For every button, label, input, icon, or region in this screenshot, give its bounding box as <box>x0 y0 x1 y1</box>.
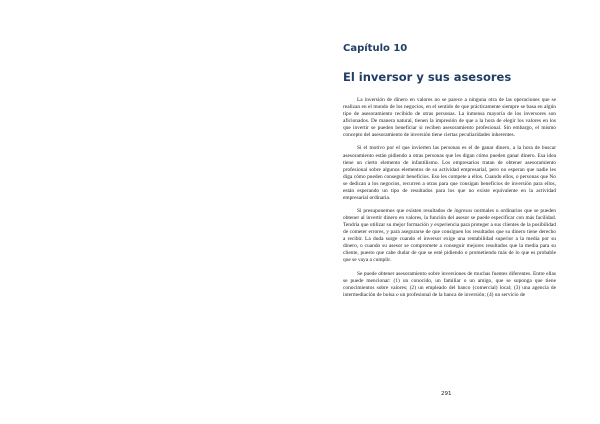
paragraph <box>343 271 556 299</box>
emphasis-text: ingresos <box>454 208 473 215</box>
chapter-label: Capítulo 10 <box>343 43 408 54</box>
paragraph-text: La inversión de dinero en valores no se parece a ninguna otra de las operaciones que se realizan en el mundo de los negocios, en el sentido de que prácticamente siempre se basa en algún tipo de asesoramiento recibido de otras personas. La inmensa mayoría de los inversores son aficionados. De manera natural, tienen la impresión de que a la hora de elegir los valores en los que invertir se pueden beneficiar si reciben asesoramiento profesional. Sin embargo, el mismo concepto del asesoramiento de inversión tiene ciertas peculiaridades inherentes. <box>343 97 556 139</box>
paragraph <box>343 208 556 264</box>
paragraph <box>343 145 556 201</box>
emphasis-text: o <box>395 291 399 298</box>
body-text <box>343 97 556 305</box>
paragraph <box>343 97 556 139</box>
paragraph-text: normales u ordinarios que se pueden obtener al invertir dinero en valores, la función del asesor se puede especificar con más facilidad. Tendría que utilizar su mejor formación y experiencia para proteger a sus clientes de la posibilidad de cometer errores, y para asegurarse de que consiguen los resultados que su dinero tiene derecho a recibir. La duda surge cuando el inversor exige una rentabilidad superior a la media por su dinero, o cuando su asesor se compromete a conseguir mejores resultados que la media para su cliente, puesto que cabe dudar de que se esté pidiendo o prometiendo más de lo que es probable que se vaya a cumplir. <box>343 208 556 264</box>
chapter-title: El inversor y sus asesores <box>343 70 512 84</box>
page-number: 291 <box>441 391 452 397</box>
paragraph-text: Si presuponemos que existen resultados de <box>357 208 455 215</box>
paragraph-text: Se puede obtener asesoramiento sobre inversiones de muchas fuentes diferentes. Entre ellas se puede mencionar: (1) un conocido, un familiar o un amigo, que se suponga que tiene conocimientos sobre valores; (2) un empleado del banco (comercial) local; (3) una agencia de intermediación de bolsa <box>343 270 556 298</box>
paragraph-text: Si el motivo por el que invierten las personas es el de ganar dinero, a la hora de buscar asesoramiento están pidiendo a otras personas que les digan cómo pueden ganar dinero. Esa idea tiene un cierto elemento de infantilismo. Los empresarios tratan de obtener asesoramiento profesional sobre algunos elementos de su actividad empresarial, pero no esperan que nadie les diga cómo pueden conseguir beneficios. Eso les compete a ellos. Cuando ellos, o personas que No se dedican a los negocios, recurren a otras para que consigan beneficios de inversión para ellos, están esperando un tipo de resultados para los que no existe equivalente en la actividad empresarial ordinaria. <box>343 145 556 201</box>
paragraph-text: un profesional de la banca de inversión; (4) un servicio de <box>398 291 526 298</box>
